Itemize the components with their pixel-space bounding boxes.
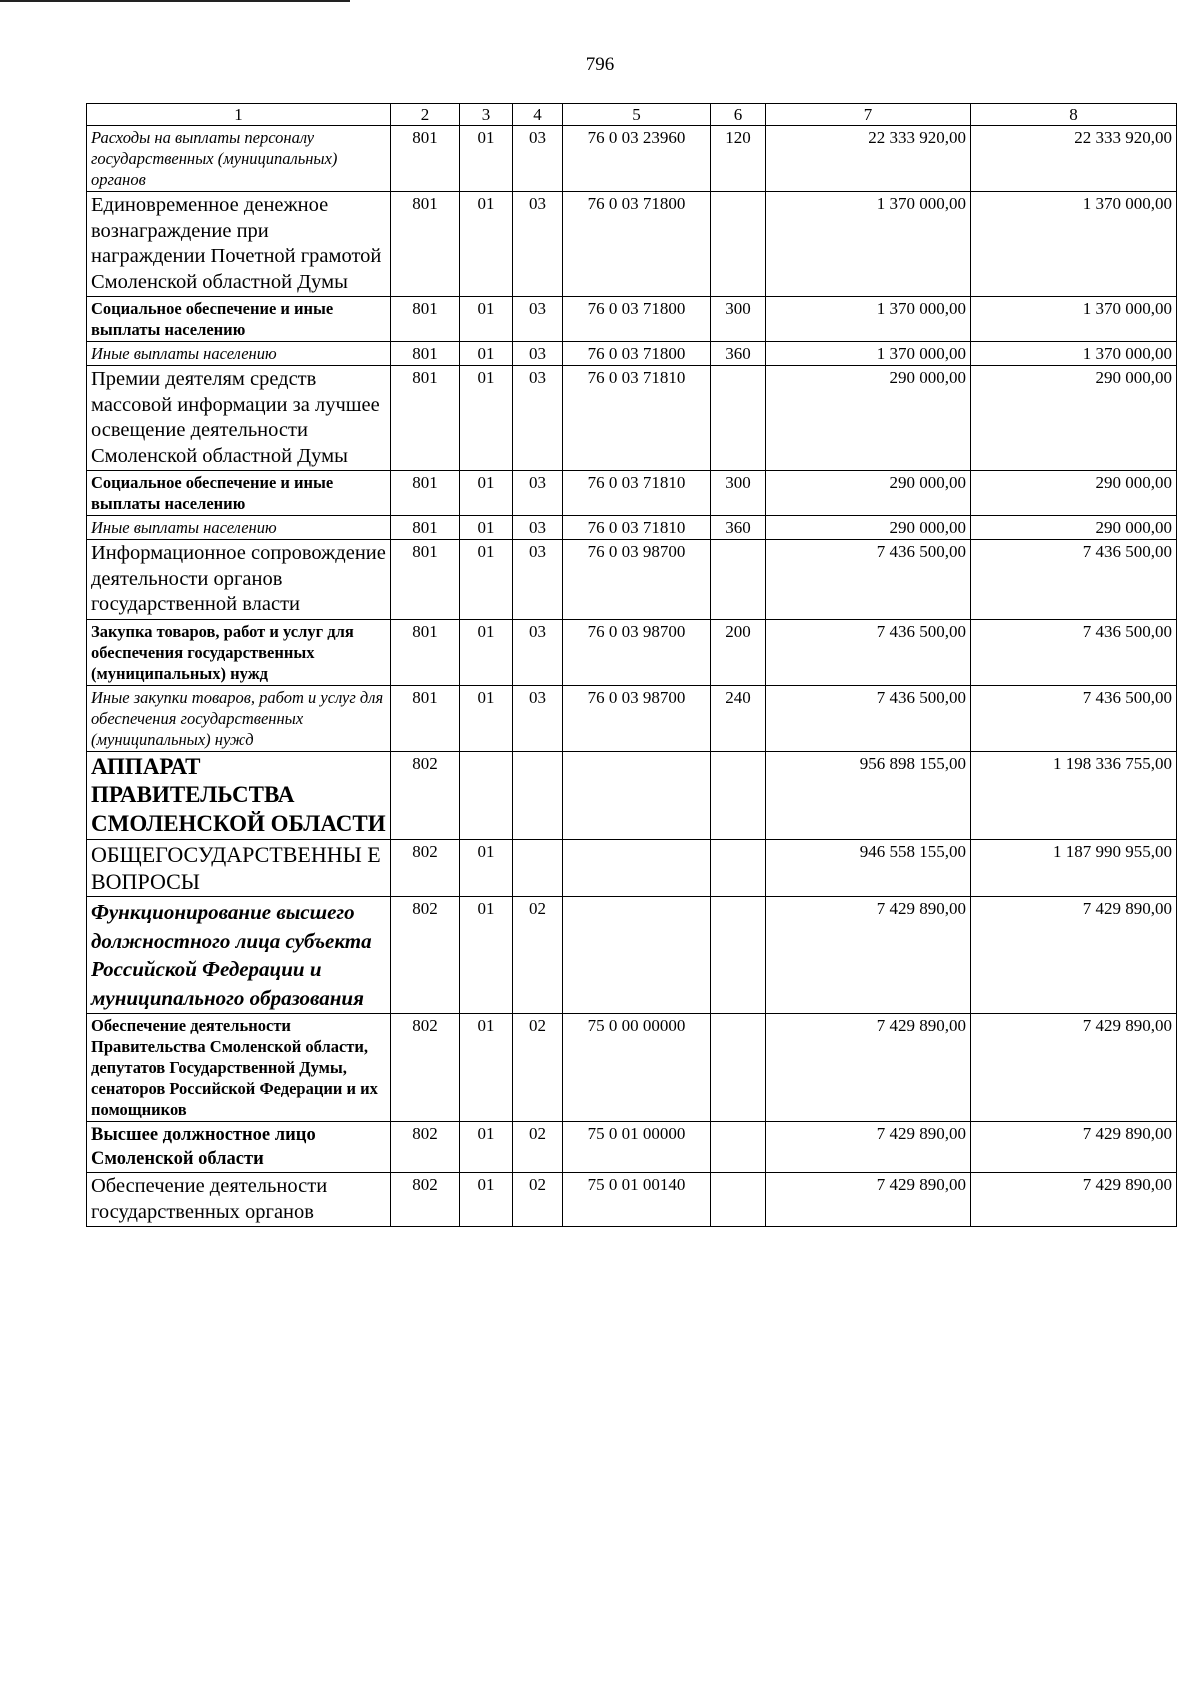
col-4-cell: 02 <box>513 1014 563 1122</box>
col-4-cell: 02 <box>513 897 563 1014</box>
col-6-cell <box>711 840 766 897</box>
col-3-cell: 01 <box>460 840 513 897</box>
table-row <box>87 516 1177 540</box>
row-name: Социальное обеспечение и иные выплаты населению <box>87 297 391 342</box>
col-6-cell <box>711 751 766 840</box>
col-6-cell: 300 <box>711 297 766 342</box>
row-name: Расходы на выплаты персоналу государственных (муниципальных) органов <box>87 126 391 192</box>
col-4-cell <box>513 751 563 840</box>
col-7-amount: 22 333 920,00 <box>766 126 971 192</box>
table-row <box>87 685 1177 751</box>
col-6-cell <box>711 192 766 297</box>
col-7-amount: 7 429 890,00 <box>766 1014 971 1122</box>
col-2-cell: 801 <box>391 366 460 471</box>
col-2-cell: 801 <box>391 685 460 751</box>
col-5-cell: 75 0 01 00140 <box>563 1173 711 1227</box>
col-8-amount: 290 000,00 <box>971 516 1177 540</box>
col-6-cell: 240 <box>711 685 766 751</box>
row-name: АППАРАТ ПРАВИТЕЛЬСТВА СМОЛЕНСКОЙ ОБЛАСТИ <box>87 751 391 840</box>
col-4-cell: 03 <box>513 619 563 685</box>
row-name: Функционирование высшего должностного лица субъекта Российской Федерации и муниципального образования <box>87 897 391 1014</box>
table-row <box>87 342 1177 366</box>
col-4-cell: 02 <box>513 1122 563 1173</box>
col-6-cell: 360 <box>711 516 766 540</box>
col-8-amount: 7 436 500,00 <box>971 619 1177 685</box>
table-row <box>87 366 1177 471</box>
row-name: Обеспечение деятельности государственных органов <box>87 1173 391 1227</box>
top-rule <box>0 0 350 2</box>
col-6-cell: 200 <box>711 619 766 685</box>
col-2-cell: 802 <box>391 897 460 1014</box>
col-6-cell <box>711 1122 766 1173</box>
col-5-cell: 76 0 03 71810 <box>563 516 711 540</box>
col-3-cell: 01 <box>460 342 513 366</box>
col-3-cell: 01 <box>460 1122 513 1173</box>
col-7-amount: 7 436 500,00 <box>766 540 971 620</box>
col-7-amount: 956 898 155,00 <box>766 751 971 840</box>
col-2-cell: 802 <box>391 1173 460 1227</box>
col-7-amount: 290 000,00 <box>766 366 971 471</box>
col-2-cell: 801 <box>391 297 460 342</box>
col-2-cell: 801 <box>391 192 460 297</box>
row-name: Социальное обеспечение и иные выплаты населению <box>87 471 391 516</box>
col-8-amount: 1 370 000,00 <box>971 297 1177 342</box>
row-name: Информационное сопровождение деятельности органов государственной власти <box>87 540 391 620</box>
page-number: 796 <box>585 54 615 75</box>
col-5-cell: 76 0 03 71800 <box>563 192 711 297</box>
col-8-amount: 7 436 500,00 <box>971 685 1177 751</box>
col-8-amount: 290 000,00 <box>971 366 1177 471</box>
col-8-amount: 7 429 890,00 <box>971 1014 1177 1122</box>
col-2-cell: 802 <box>391 1122 460 1173</box>
col-8-amount: 7 429 890,00 <box>971 1122 1177 1173</box>
col-7-amount: 7 429 890,00 <box>766 1122 971 1173</box>
row-name: ОБЩЕГОСУДАРСТВЕННЫ Е ВОПРОСЫ <box>87 840 391 897</box>
col-6-cell: 300 <box>711 471 766 516</box>
col-4-cell: 03 <box>513 126 563 192</box>
col-5-cell: 76 0 03 98700 <box>563 540 711 620</box>
col-6-cell <box>711 1173 766 1227</box>
col-6-cell <box>711 1014 766 1122</box>
row-name: Иные закупки товаров, работ и услуг для обеспечения государственных (муниципальных) нужд <box>87 685 391 751</box>
col-2-cell: 801 <box>391 516 460 540</box>
col-4-cell <box>513 840 563 897</box>
col-5-cell <box>563 751 711 840</box>
row-name: Единовременное денежное вознаграждение при награждении Почетной грамотой Смоленской областной Думы <box>87 192 391 297</box>
table-row <box>87 471 1177 516</box>
row-name: Высшее должностное лицо Смоленской области <box>87 1122 391 1173</box>
col-3-cell: 01 <box>460 1173 513 1227</box>
row-name: Иные выплаты населению <box>87 516 391 540</box>
col-2-cell: 801 <box>391 342 460 366</box>
col-3-cell: 01 <box>460 297 513 342</box>
row-name: Премии деятелям средств массовой информации за лучшее освещение деятельности Смоленской областной Думы <box>87 366 391 471</box>
col-2-cell: 801 <box>391 126 460 192</box>
header-cell: 6 <box>711 104 766 126</box>
col-8-amount: 1 187 990 955,00 <box>971 840 1177 897</box>
table-row <box>87 126 1177 192</box>
col-2-cell: 801 <box>391 540 460 620</box>
col-4-cell: 03 <box>513 366 563 471</box>
table-header-row <box>87 104 1177 126</box>
col-7-amount: 7 429 890,00 <box>766 1173 971 1227</box>
table-row <box>87 897 1177 1014</box>
col-2-cell: 801 <box>391 471 460 516</box>
col-5-cell: 76 0 03 71800 <box>563 342 711 366</box>
table-row <box>87 540 1177 620</box>
col-7-amount: 1 370 000,00 <box>766 192 971 297</box>
col-3-cell: 01 <box>460 897 513 1014</box>
table-row <box>87 192 1177 297</box>
col-6-cell <box>711 366 766 471</box>
table-row <box>87 1122 1177 1173</box>
col-3-cell: 01 <box>460 471 513 516</box>
col-3-cell: 01 <box>460 192 513 297</box>
col-7-amount: 946 558 155,00 <box>766 840 971 897</box>
table-row <box>87 619 1177 685</box>
col-2-cell: 801 <box>391 619 460 685</box>
header-cell: 2 <box>391 104 460 126</box>
col-3-cell: 01 <box>460 366 513 471</box>
table-row <box>87 297 1177 342</box>
col-3-cell <box>460 751 513 840</box>
header-cell: 1 <box>87 104 391 126</box>
col-8-amount: 1 198 336 755,00 <box>971 751 1177 840</box>
row-name: Обеспечение деятельности Правительства Смоленской области, депутатов Государственной Думы, сенаторов Российской Федерации и их помощников <box>87 1014 391 1122</box>
budget-table <box>86 103 1177 1227</box>
table-row <box>87 751 1177 840</box>
col-8-amount: 7 429 890,00 <box>971 1173 1177 1227</box>
col-6-cell <box>711 540 766 620</box>
col-7-amount: 7 436 500,00 <box>766 685 971 751</box>
col-5-cell <box>563 897 711 1014</box>
col-3-cell: 01 <box>460 685 513 751</box>
col-5-cell: 76 0 03 71810 <box>563 471 711 516</box>
col-6-cell: 120 <box>711 126 766 192</box>
col-3-cell: 01 <box>460 619 513 685</box>
col-5-cell: 76 0 03 98700 <box>563 619 711 685</box>
col-5-cell: 75 0 01 00000 <box>563 1122 711 1173</box>
header-cell: 7 <box>766 104 971 126</box>
col-2-cell: 802 <box>391 1014 460 1122</box>
col-7-amount: 1 370 000,00 <box>766 342 971 366</box>
col-8-amount: 7 429 890,00 <box>971 897 1177 1014</box>
header-cell: 5 <box>563 104 711 126</box>
col-4-cell: 03 <box>513 342 563 366</box>
col-7-amount: 7 429 890,00 <box>766 897 971 1014</box>
col-4-cell: 03 <box>513 516 563 540</box>
col-3-cell: 01 <box>460 540 513 620</box>
col-5-cell: 76 0 03 23960 <box>563 126 711 192</box>
col-7-amount: 1 370 000,00 <box>766 297 971 342</box>
col-7-amount: 7 436 500,00 <box>766 619 971 685</box>
row-name: Иные выплаты населению <box>87 342 391 366</box>
table-row <box>87 1014 1177 1122</box>
col-3-cell: 01 <box>460 126 513 192</box>
col-5-cell: 76 0 03 71810 <box>563 366 711 471</box>
col-8-amount: 1 370 000,00 <box>971 342 1177 366</box>
header-cell: 8 <box>971 104 1177 126</box>
col-8-amount: 7 436 500,00 <box>971 540 1177 620</box>
col-8-amount: 22 333 920,00 <box>971 126 1177 192</box>
col-5-cell: 75 0 00 00000 <box>563 1014 711 1122</box>
col-4-cell: 03 <box>513 471 563 516</box>
col-4-cell: 03 <box>513 192 563 297</box>
table-row <box>87 1173 1177 1227</box>
row-name: Закупка товаров, работ и услуг для обеспечения государственных (муниципальных) нужд <box>87 619 391 685</box>
col-3-cell: 01 <box>460 516 513 540</box>
col-5-cell: 76 0 03 98700 <box>563 685 711 751</box>
header-cell: 3 <box>460 104 513 126</box>
header-cell: 4 <box>513 104 563 126</box>
col-4-cell: 02 <box>513 1173 563 1227</box>
col-5-cell: 76 0 03 71800 <box>563 297 711 342</box>
col-8-amount: 1 370 000,00 <box>971 192 1177 297</box>
col-4-cell: 03 <box>513 540 563 620</box>
col-7-amount: 290 000,00 <box>766 516 971 540</box>
col-6-cell <box>711 897 766 1014</box>
col-7-amount: 290 000,00 <box>766 471 971 516</box>
col-2-cell: 802 <box>391 751 460 840</box>
col-8-amount: 290 000,00 <box>971 471 1177 516</box>
col-4-cell: 03 <box>513 297 563 342</box>
col-5-cell <box>563 840 711 897</box>
col-6-cell: 360 <box>711 342 766 366</box>
col-4-cell: 03 <box>513 685 563 751</box>
col-2-cell: 802 <box>391 840 460 897</box>
table-row <box>87 840 1177 897</box>
col-3-cell: 01 <box>460 1014 513 1122</box>
